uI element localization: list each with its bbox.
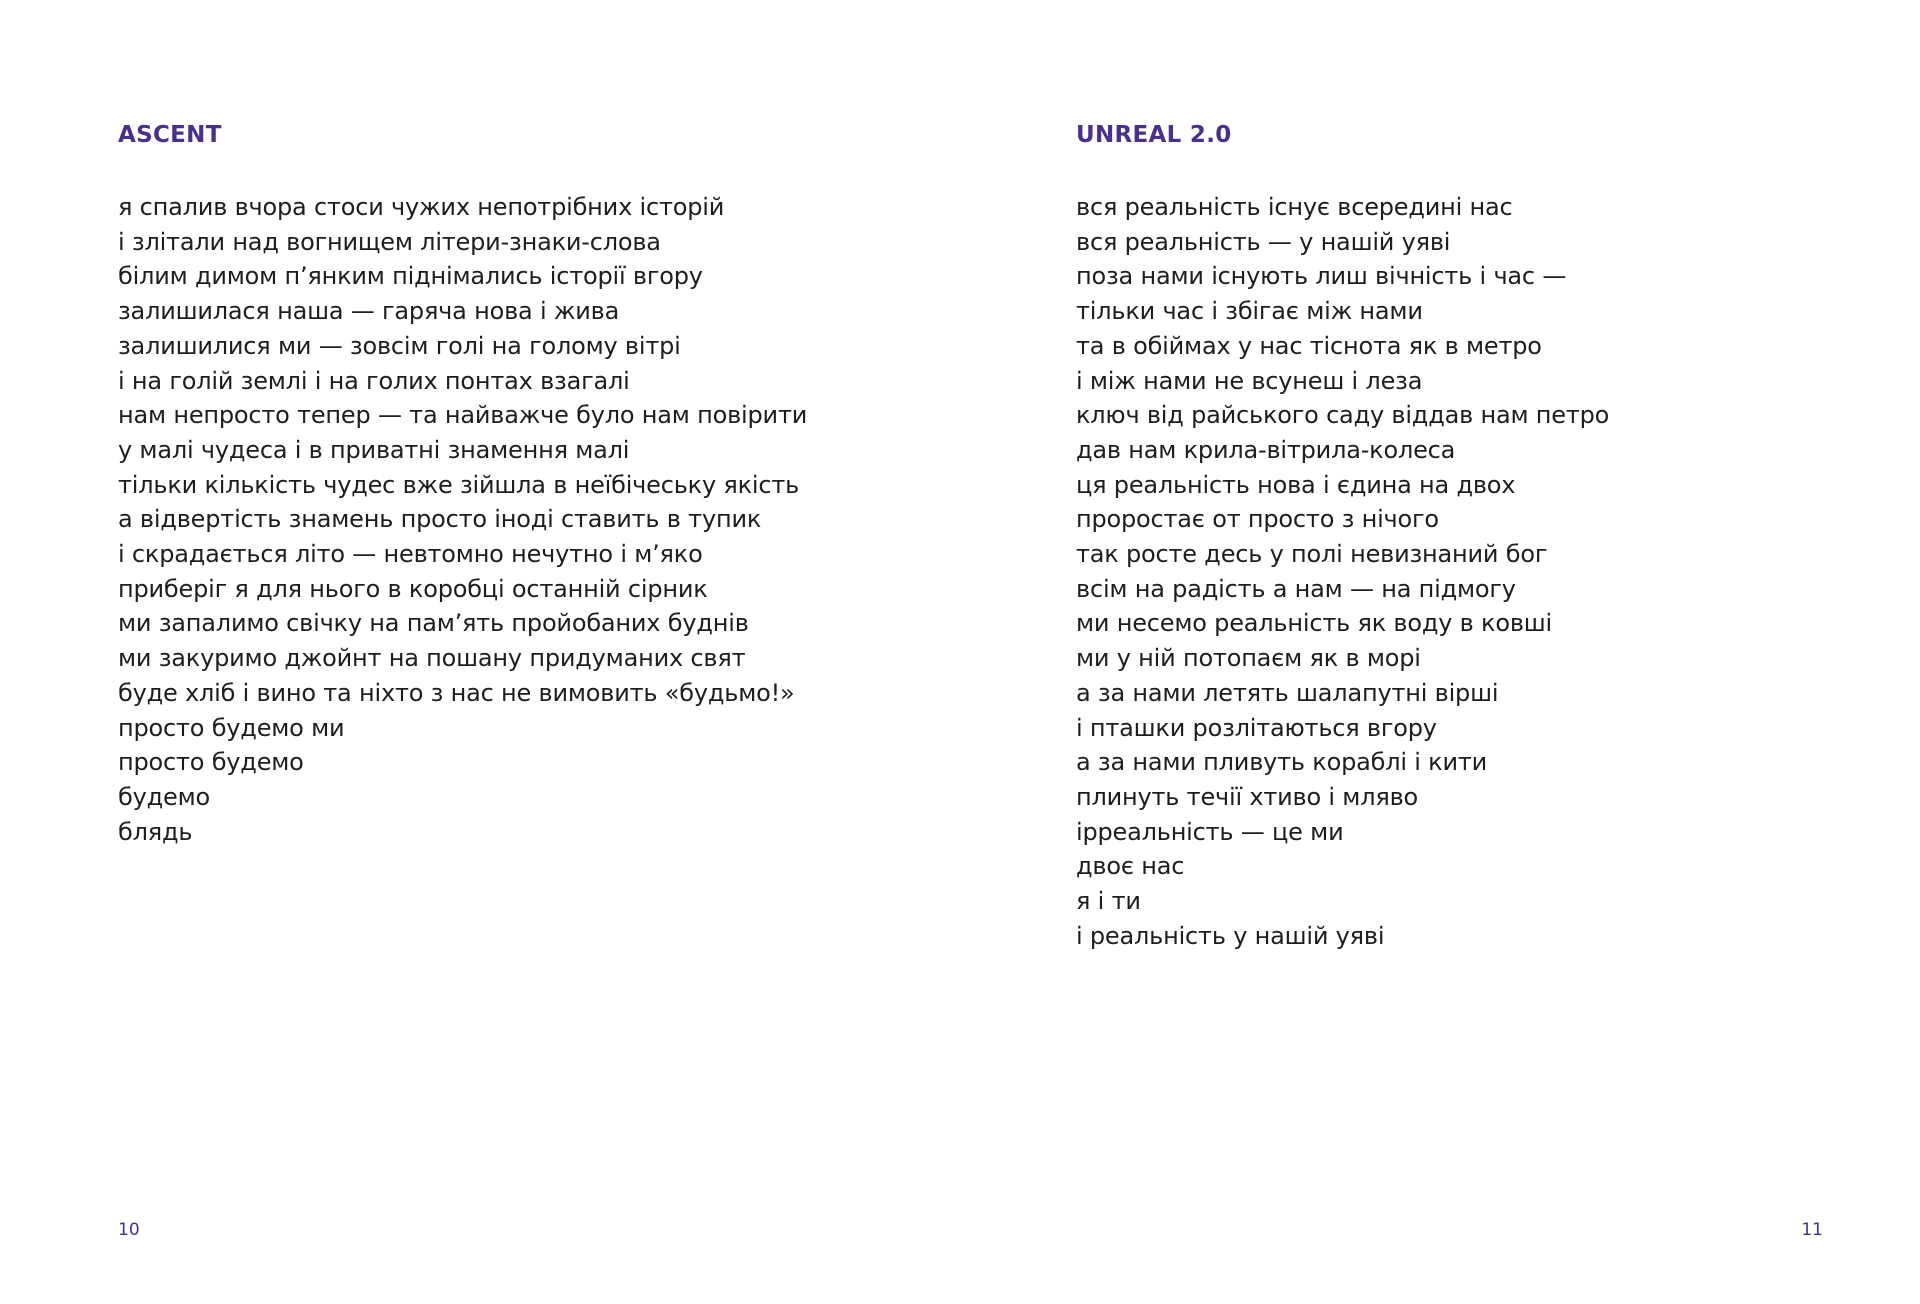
poem-line: ми закуримо джойнт на пошану придуманих свят: [118, 644, 746, 673]
poem-line: залишилася наша — гаряча нова і жива: [118, 297, 620, 326]
poem-line: просто будемо ми: [118, 713, 345, 742]
poem-line: а за нами летять шалапутні вірші: [1076, 678, 1499, 707]
page-number-left: 10: [118, 1220, 140, 1240]
poem-line: залишилися ми — зовсім голі на голому вітрі: [118, 331, 681, 360]
poem-line: і на голій землі і на голих понтах взагалі: [118, 366, 630, 395]
page-number-right: 11: [1801, 1220, 1823, 1240]
poem-line: блядь: [118, 817, 193, 846]
poem-line: і злітали над вогнищем літери-знаки-слова: [118, 227, 661, 256]
poem-line: а за нами пливуть кораблі і кити: [1076, 748, 1488, 777]
poem-body-unreal: [1076, 190, 1609, 953]
poem-line: ми несемо реальність як воду в ковші: [1076, 609, 1553, 638]
poem-line: та в обіймах у нас тіснота як в метро: [1076, 331, 1542, 360]
poem-line: тільки час і збігає між нами: [1076, 297, 1423, 326]
poem-line: і скрадається літо — невтомно нечутно і м’яко: [118, 540, 703, 569]
poem-title-ascent: ASCENT: [118, 122, 222, 148]
poem-line: я і ти: [1076, 887, 1141, 916]
poem-line: вся реальність існує всередині нас: [1076, 193, 1513, 221]
poem-line: ірреальність — це ми: [1076, 817, 1344, 846]
poem-line: поза нами існують лиш вічність і час —: [1076, 262, 1567, 291]
poem-line: я спалив вчора стоси чужих непотрібних історій: [118, 193, 725, 221]
poem-line: будемо: [118, 782, 210, 811]
poem-line: і між нами не всунеш і леза: [1076, 366, 1423, 395]
poem-line: тільки кількість чудес вже зійшла в неїбічеську якість: [118, 470, 800, 499]
poem-line: білим димом п’янким піднімались історії вгору: [118, 262, 703, 291]
poem-line: проростає от просто з нічого: [1076, 505, 1439, 534]
poem-line: нам непросто тепер — та найважче було нам повірити: [118, 401, 808, 430]
poem-line: у малі чудеса і в приватні знамення малі: [118, 435, 630, 464]
poem-line: ми у ній потопаєм як в морі: [1076, 644, 1421, 673]
poem-body-ascent: [118, 190, 807, 849]
poem-line: просто будемо: [118, 748, 304, 777]
poem-line: ця реальність нова і єдина на двох: [1076, 470, 1516, 499]
right-page: [960, 0, 1920, 1304]
poem-line: так росте десь у полі невизнаний бог: [1076, 540, 1548, 569]
poem-line: всім на радість а нам — на підмогу: [1076, 574, 1516, 603]
poem-title-unreal: UNREAL 2.0: [1076, 122, 1232, 148]
poem-line: двоє нас: [1076, 852, 1185, 881]
poem-line: ключ від райського саду віддав нам петро: [1076, 401, 1610, 430]
poem-line: плинуть течії хтиво і мляво: [1076, 782, 1419, 811]
poem-line: ми запалимо свічку на пам’ять пройобаних буднів: [118, 609, 749, 638]
poem-line: а відвертість знамень просто іноді ставить в тупик: [118, 505, 762, 534]
poem-line: вся реальність — у нашій уяві: [1076, 227, 1451, 256]
poem-line: приберіг я для нього в коробці останній сірник: [118, 574, 708, 603]
poem-line: дав нам крила-вітрила-колеса: [1076, 435, 1456, 464]
poem-line: і реальність у нашій уяві: [1076, 921, 1385, 950]
poem-line: і пташки розлітаються вгору: [1076, 713, 1437, 742]
poem-line: буде хліб і вино та ніхто з нас не вимовить «будьмо!»: [118, 678, 795, 707]
